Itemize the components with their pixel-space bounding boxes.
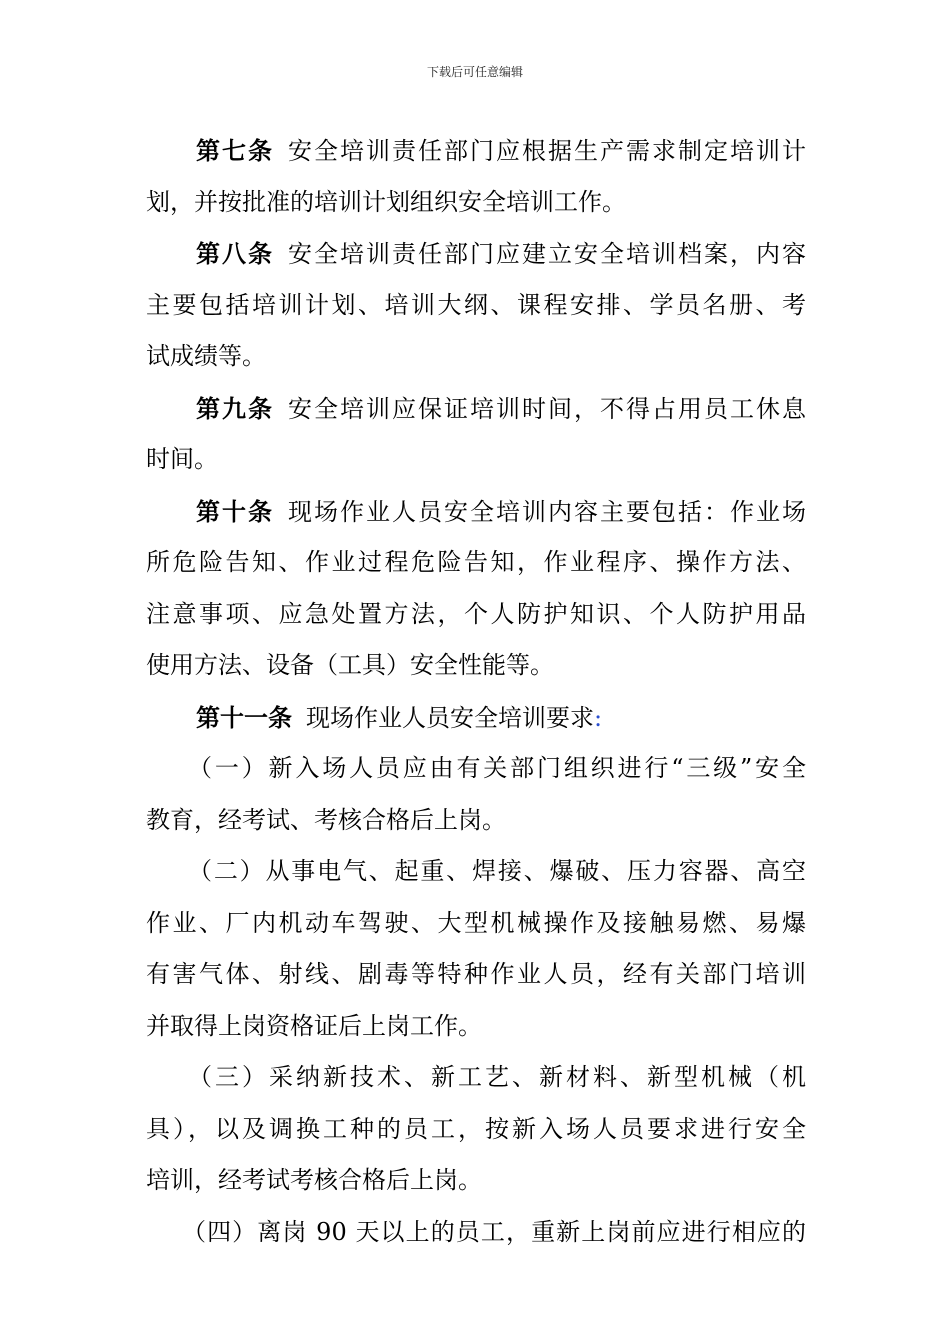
article-text: 现场作业人员安全培训内容主要包括：作业场 bbox=[288, 497, 806, 526]
page-header: 下载后可任意编辑 bbox=[426, 65, 523, 79]
item-2-line-4: 并取得上岗资格证后上岗工作。 bbox=[146, 1011, 482, 1040]
article-number: 第九条 bbox=[196, 393, 274, 423]
document-body bbox=[146, 125, 806, 1258]
article-10-line-1 bbox=[146, 486, 806, 538]
article-10-line-3: 注意事项、应急处置方法，个人防护知识、个人防护用品 bbox=[146, 599, 806, 628]
item-3-line-3: 培训，经考试考核合格后上岗。 bbox=[146, 1166, 482, 1194]
article-9-line-1 bbox=[146, 383, 806, 435]
article-number: 第七条 bbox=[196, 136, 274, 165]
article-number: 第十一条 bbox=[196, 702, 292, 732]
item-1-line-2: 教育，经考试、考核合格后上岗。 bbox=[146, 805, 506, 834]
article-10-line-4: 使用方法、设备（工具）安全性能等。 bbox=[146, 651, 554, 679]
article-text: 安全培训责任部门应根据生产需求制定培训计 bbox=[288, 137, 806, 165]
item-2-line-3: 有害气体、射线、剧毒等特种作业人员，经有关部门培训 bbox=[146, 960, 806, 988]
article-text: 安全培训应保证培训时间，不得占用员工休息 bbox=[288, 394, 806, 423]
item-3-line-2: 具），以及调换工种的员工，按新入场人员要求进行安全 bbox=[146, 1114, 806, 1143]
item-3-line-1: （三）采纳新技术、新工艺、新材料、新型机械（机 bbox=[188, 1063, 806, 1091]
item-2-line-2: 作业、厂内机动车驾驶、大型机械操作及接触易燃、易爆 bbox=[146, 908, 806, 937]
item-2-line-1: （二）从事电气、起重、焊接、爆破、压力容器、高空 bbox=[188, 857, 806, 885]
article-number: 第八条 bbox=[196, 239, 274, 268]
article-9-line-2: 时间。 bbox=[146, 445, 218, 473]
article-text: 安全培训责任部门应建立安全培训档案，内容 bbox=[288, 240, 806, 268]
article-7-line-2: 划，并按批准的培训计划组织安全培训工作。 bbox=[146, 187, 626, 216]
article-11-line-1 bbox=[146, 692, 806, 744]
article-colon: : bbox=[594, 703, 603, 732]
article-8-line-3: 试成绩等。 bbox=[146, 342, 266, 370]
item-4-line-1: （四）离岗 90 天以上的员工，重新上岗前应进行相应的 bbox=[182, 1217, 806, 1246]
article-text: 现场作业人员安全培训要求 bbox=[306, 703, 594, 732]
article-7-line-1 bbox=[146, 125, 806, 177]
article-number: 第十条 bbox=[196, 496, 274, 526]
article-10-line-2: 所危险告知、作业过程危险告知，作业程序、操作方法、 bbox=[146, 548, 806, 576]
item-1-line-1: （一）新入场人员应由有关部门组织进行“三级”安全 bbox=[188, 754, 806, 782]
article-8-line-1 bbox=[146, 228, 806, 280]
article-8-line-2: 主要包括培训计划、培训大纲、课程安排、学员名册、考 bbox=[146, 290, 806, 319]
